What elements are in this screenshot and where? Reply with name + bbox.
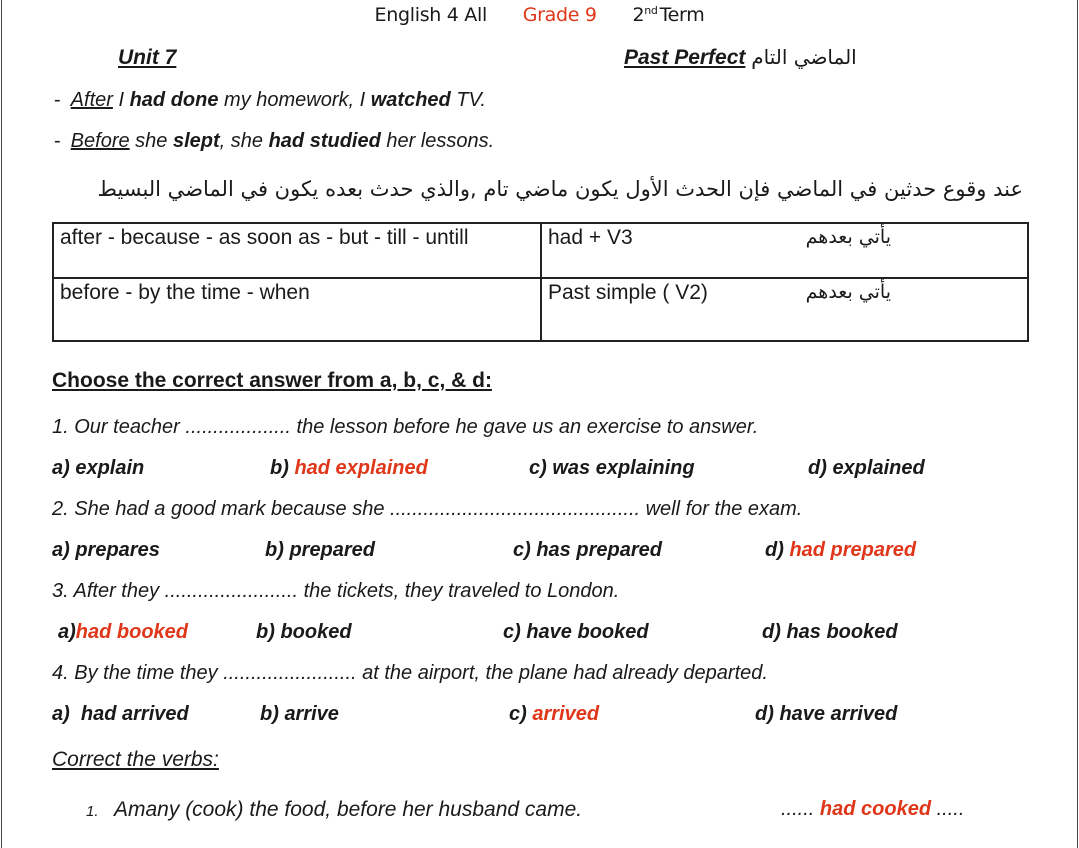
tense-form: had + V3 xyxy=(548,226,633,249)
term-label xyxy=(632,4,704,26)
topic-arabic: الماضي التام xyxy=(751,45,857,69)
table-row xyxy=(53,278,1028,341)
worksheet-header xyxy=(0,4,1079,26)
exercise-number: 1. xyxy=(86,803,99,820)
example-connector: Before xyxy=(70,130,130,152)
answer-option: a) had arrived xyxy=(52,703,189,725)
answer-option: d) have arrived xyxy=(755,703,898,725)
table-row xyxy=(53,223,1028,278)
form-cell xyxy=(541,223,1028,278)
rules-table xyxy=(52,222,1029,342)
topic-title xyxy=(624,45,857,70)
example-verb: had done xyxy=(129,89,219,111)
section-heading-correct: Correct the verbs: xyxy=(52,748,219,771)
answer-option: c) has prepared xyxy=(513,539,662,561)
question-text: 4. By the time they ........................ at the airport, the plane had already departed. xyxy=(52,662,768,684)
course-title: English 4 All xyxy=(374,4,487,27)
term-word: Term xyxy=(659,4,705,27)
answer-text: had cooked xyxy=(819,798,932,820)
topic-english: Past Perfect xyxy=(624,46,746,69)
section-heading-choose: Choose the correct answer from a, b, c, & d: xyxy=(52,369,492,392)
answer-option: b) had explained xyxy=(270,457,428,479)
exercise-sentence: Amany (cook) the food, before her husband came. xyxy=(114,798,583,821)
answer-option: d) had prepared xyxy=(765,539,917,561)
answer-option: c) was explaining xyxy=(529,457,695,479)
term-suffix: nd xyxy=(644,4,658,17)
answer-option: a) prepares xyxy=(52,539,160,561)
form-cell xyxy=(541,278,1028,341)
answer-option: d) explained xyxy=(808,457,925,479)
example-verb: had studied xyxy=(268,130,381,152)
arabic-note: يأتي بعدهم xyxy=(805,281,891,303)
connector-words-cell: before - by the time - when xyxy=(53,278,541,341)
question-text: 1. Our teacher ................... the lesson before he gave us an exercise to answer. xyxy=(52,416,759,438)
example-verb: watched xyxy=(370,89,451,111)
connector-words-cell: after - because - as soon as - but - till - untill xyxy=(53,223,541,278)
arabic-note: يأتي بعدهم xyxy=(805,226,891,248)
answer-option: b) booked xyxy=(256,621,352,643)
question-text: 3. After they ........................ the tickets, they traveled to London. xyxy=(52,580,620,602)
page-border-left xyxy=(1,0,2,848)
example-sentence: - Before she slept, she had studied her lessons. xyxy=(54,130,495,152)
term-number: 2 xyxy=(632,4,645,27)
example-verb: slept xyxy=(172,130,220,152)
answer-option: c) arrived xyxy=(509,703,600,725)
answer-option: b) arrive xyxy=(260,703,339,725)
example-connector: After xyxy=(70,89,113,111)
answer-option: a)had booked xyxy=(58,621,189,643)
question-text: 2. She had a good mark because she ............................................. well for the exam. xyxy=(52,498,803,520)
answer-option: d) has booked xyxy=(762,621,898,643)
arabic-explanation: عند وقوع حدثين في الماضي فإن الحدث الأول يكون ماضي تام ,والذي حدث بعده يكون في الماضي البسيط xyxy=(97,177,1023,201)
answer-option: c) have booked xyxy=(503,621,649,643)
exercise-answer: ...... had cooked ..... xyxy=(781,798,965,820)
answer-option: a) explain xyxy=(52,457,145,479)
tense-form: Past simple ( V2) xyxy=(548,281,708,304)
unit-title: Unit 7 xyxy=(118,46,177,69)
page-border-right xyxy=(1077,0,1078,848)
grade-label: Grade 9 xyxy=(522,4,597,27)
answer-option: b) prepared xyxy=(265,539,376,561)
example-sentence: - After I had done my homework, I watched TV. xyxy=(54,89,486,111)
